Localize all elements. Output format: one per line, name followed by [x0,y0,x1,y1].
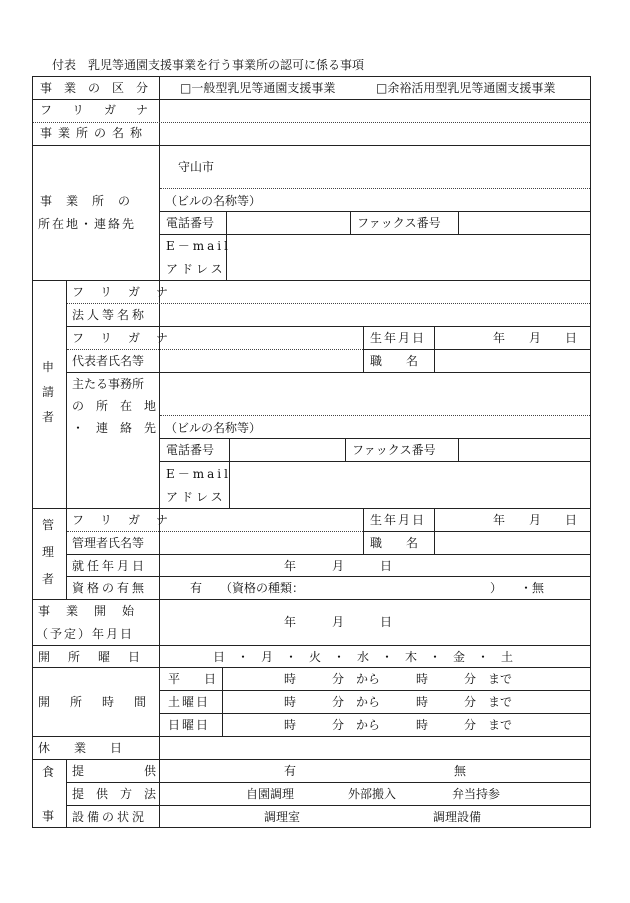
vline-sub-col [66,759,67,828]
weekday-label: 平 日 [168,672,217,686]
dotted-line [160,415,590,416]
start-date-ymd: 年 月 日 [284,615,393,629]
dotted-line [67,349,363,350]
form-title: 付表 乳児等通園支援事業を行う事業所の認可に係る事項 [52,58,365,72]
hline [32,759,591,760]
checkbox-general-type[interactable]: □一般型乳児等通園支援事業 [180,81,336,95]
hline [159,713,591,714]
hline [159,234,591,235]
hline [159,438,591,439]
side-applicant-3: 者 [42,410,55,424]
label-manager-birthdate: 生年月日 [370,513,427,527]
saturday-label: 土曜日 [168,695,211,709]
label-open-hours: 開 所 時 間 [38,695,151,709]
label-furigana: フ リ ガ ナ [40,103,153,117]
label-office-name: 事業所の名称 [40,126,149,140]
side-manager-2: 理 [42,545,55,559]
meal-method-bento: 弁当持参 [452,787,501,801]
hline [32,736,591,737]
vline [434,508,435,555]
hline [159,690,591,691]
email-label-1: E－mail [166,467,231,481]
meal-method-external: 外部搬入 [348,787,397,801]
saturday-time: 時 分 から 時 分 まで [284,695,513,709]
dotted-line [160,188,590,189]
label-meal-method: 提 供 方 法 [72,787,157,801]
hline [66,576,591,577]
city-name: 守山市 [178,160,215,174]
dotted-line [67,531,363,532]
border-top [32,76,591,77]
tel-label: 電話番号 [166,443,215,457]
label-office-address-1: 事 業 所 の [40,194,132,208]
hline [66,326,591,327]
vline [363,508,364,555]
hline [32,645,591,646]
meal-provision-yes: 有 [284,764,297,778]
weekday-time: 時 分 から 時 分 まで [284,672,513,686]
label-corp-name: 法人等名称 [72,308,148,322]
label-manager-title: 職 名 [370,536,419,550]
appoint-date-ymd: 年 月 日 [284,559,393,573]
email-label-1: E－mail [166,239,231,253]
label-qualification: 資格の有無 [72,581,148,595]
label-appoint-date: 就任年月日 [72,559,148,573]
label-furigana-manager: フ リ ガ ナ [72,513,171,527]
vline [458,211,459,235]
label-open-days: 開 所 曜 日 [38,650,144,664]
label-birthdate: 生年月日 [370,331,427,345]
vline [434,326,435,373]
side-manager-3: 者 [42,572,55,586]
label-manager-name: 管理者氏名等 [72,536,145,550]
fax-label: ファックス番号 [352,443,436,457]
vline-sub-col [66,280,67,599]
label-start-date-1: 事 業 開 始 [38,604,137,618]
hline [66,554,591,555]
vline [345,438,346,462]
hline [363,531,591,532]
hline [32,667,591,668]
facility-equipment: 調理設備 [433,810,482,824]
hline [66,805,591,806]
label-main-office-2: の 所 在 地 [72,399,157,413]
meal-method-in-house: 自園調理 [246,787,295,801]
hline [159,461,591,462]
side-meal-1: 食 [42,765,55,779]
hline [32,599,591,600]
hline [66,372,591,373]
meal-provision-no: 無 [454,764,467,778]
side-meal-2: 事 [42,809,55,823]
hline [32,508,591,509]
email-label-2: アドレス [166,490,226,504]
checkbox-surplus-type[interactable]: □余裕活用型乳児等通園支援事業 [376,81,556,95]
sunday-time: 時 分 から 時 分 まで [284,718,513,732]
border-bottom [32,827,591,828]
dotted-line [33,122,590,123]
sunday-label: 日曜日 [168,718,211,732]
label-furigana-corp: フ リ ガ ナ [72,285,171,299]
manager-birthdate-ymd: 年 月 日 [493,513,578,527]
hline [66,782,591,783]
tel-label: 電話番号 [166,216,215,230]
side-applicant-1: 申 [42,360,55,374]
border-right [590,76,591,828]
vline [458,438,459,462]
label-main-office-1: 主たる事務所 [72,377,145,391]
vline [363,326,364,373]
hline [32,99,591,100]
label-main-office-3: ・ 連 絡 先 [72,421,157,435]
label-holidays: 休 業 日 [38,741,123,755]
fax-label: ファックス番号 [357,216,441,230]
hline [32,280,591,281]
email-label-2: アドレス [166,262,226,276]
vline [350,211,351,235]
label-facilities: 設備の状況 [72,810,148,824]
side-manager-1: 管 [42,518,55,532]
label-jigyo-kubun: 事 業 の 区 分 [40,81,149,95]
qualification-options: 有 （資格の種類： ） ・無 [190,581,545,595]
label-rep-name: 代表者氏名等 [72,354,145,368]
hline [159,211,591,212]
open-days-value: 日 ・ 月 ・ 火 ・ 水 ・ 木 ・ 金 ・ 土 [213,650,514,664]
label-start-date-2: （予定）年月日 [36,627,135,641]
building-name-label: （ビルの名称等） [165,194,262,208]
facility-kitchen: 調理室 [264,810,301,824]
dotted-line [67,303,590,304]
border-left [32,76,33,828]
label-furigana-rep: フ リ ガ ナ [72,331,171,345]
label-meal-provision: 提 供 [72,764,157,778]
label-office-address-2: 所在地・連絡先 [38,217,137,231]
building-name-label: （ビルの名称等） [165,421,262,435]
vline [222,667,223,737]
hline [32,145,591,146]
label-job-title: 職 名 [370,354,419,368]
side-applicant-2: 請 [42,385,55,399]
hline [363,349,591,350]
birthdate-ymd: 年 月 日 [493,331,578,345]
